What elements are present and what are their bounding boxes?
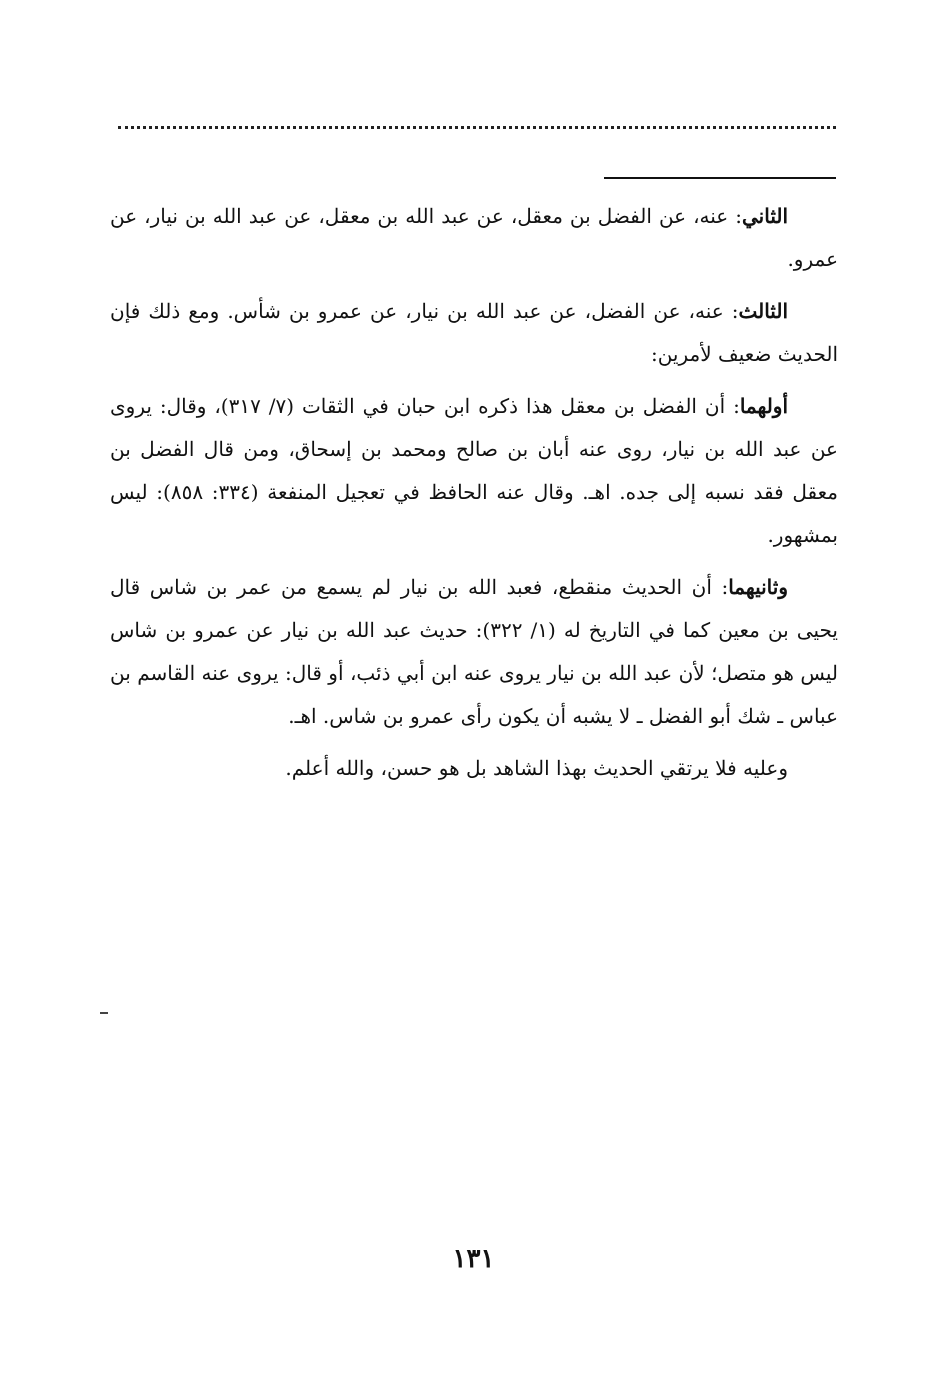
paragraph-lead: الثالث bbox=[738, 299, 788, 323]
page-number: ١٣١ bbox=[452, 1244, 495, 1274]
paragraph-text: : عنه، عن الفضل بن معقل، عن عبد الله بن معقل، عن عبد الله بن نيار، عن عمرو. bbox=[110, 204, 838, 271]
header-dotted-rule bbox=[118, 126, 836, 129]
paragraph-text: : أن الفضل بن معقل هذا ذكره ابن حبان في الثقات (٧/ ٣١٧)، وقال: يروى عن عبد الله بن نيار، روى عنه أبان بن صالح ومحمد بن إسحاق، ومن قال الفضل بن معقل فقد نسبه إلى جده. اهـ. وقال عنه الحافظ في تعجيل المنفعة (٣٣٤: ٨٥٨): ليس بمشهور. bbox=[110, 394, 838, 547]
paragraph-second-chain bbox=[110, 195, 838, 281]
paragraph-lead: وثانيهما bbox=[728, 575, 788, 599]
paragraph-text: : عنه، عن الفضل، عن عبد الله بن نيار، عن عمرو بن شأس. ومع ذلك فإن الحديث ضعيف لأمرين: bbox=[110, 299, 838, 366]
paragraph-text: وعليه فلا يرتقي الحديث بهذا الشاهد بل هو حسن، والله أعلم. bbox=[285, 756, 788, 780]
paragraph-text: : أن الحديث منقطع، فعبد الله بن نيار لم يسمع من عمر بن شاس قال يحيى بن معين كما في التاريخ له (١/ ٣٢٢): حديث عبد الله بن نيار عن عمرو بن شاس ليس هو متصل؛ لأن عبد الله بن نيار يروى عنه ابن أبي ذئب، أو قال: يروى عنه القاسم بن عباس ـ شك أبو الفضل ـ لا يشبه أن يكون رأى عمرو بن شاس. اهـ. bbox=[110, 575, 838, 728]
scan-speck bbox=[100, 1012, 108, 1014]
paragraph-lead: أولهما bbox=[739, 394, 788, 418]
footnote-separator-rule bbox=[604, 177, 836, 179]
paragraph-conclusion bbox=[110, 747, 838, 790]
paragraph-third-chain bbox=[110, 290, 838, 376]
paragraph-lead: الثاني bbox=[741, 204, 788, 228]
footnote-text-block bbox=[110, 195, 838, 799]
paragraph-second-reason bbox=[110, 566, 838, 738]
paragraph-first-reason bbox=[110, 385, 838, 557]
